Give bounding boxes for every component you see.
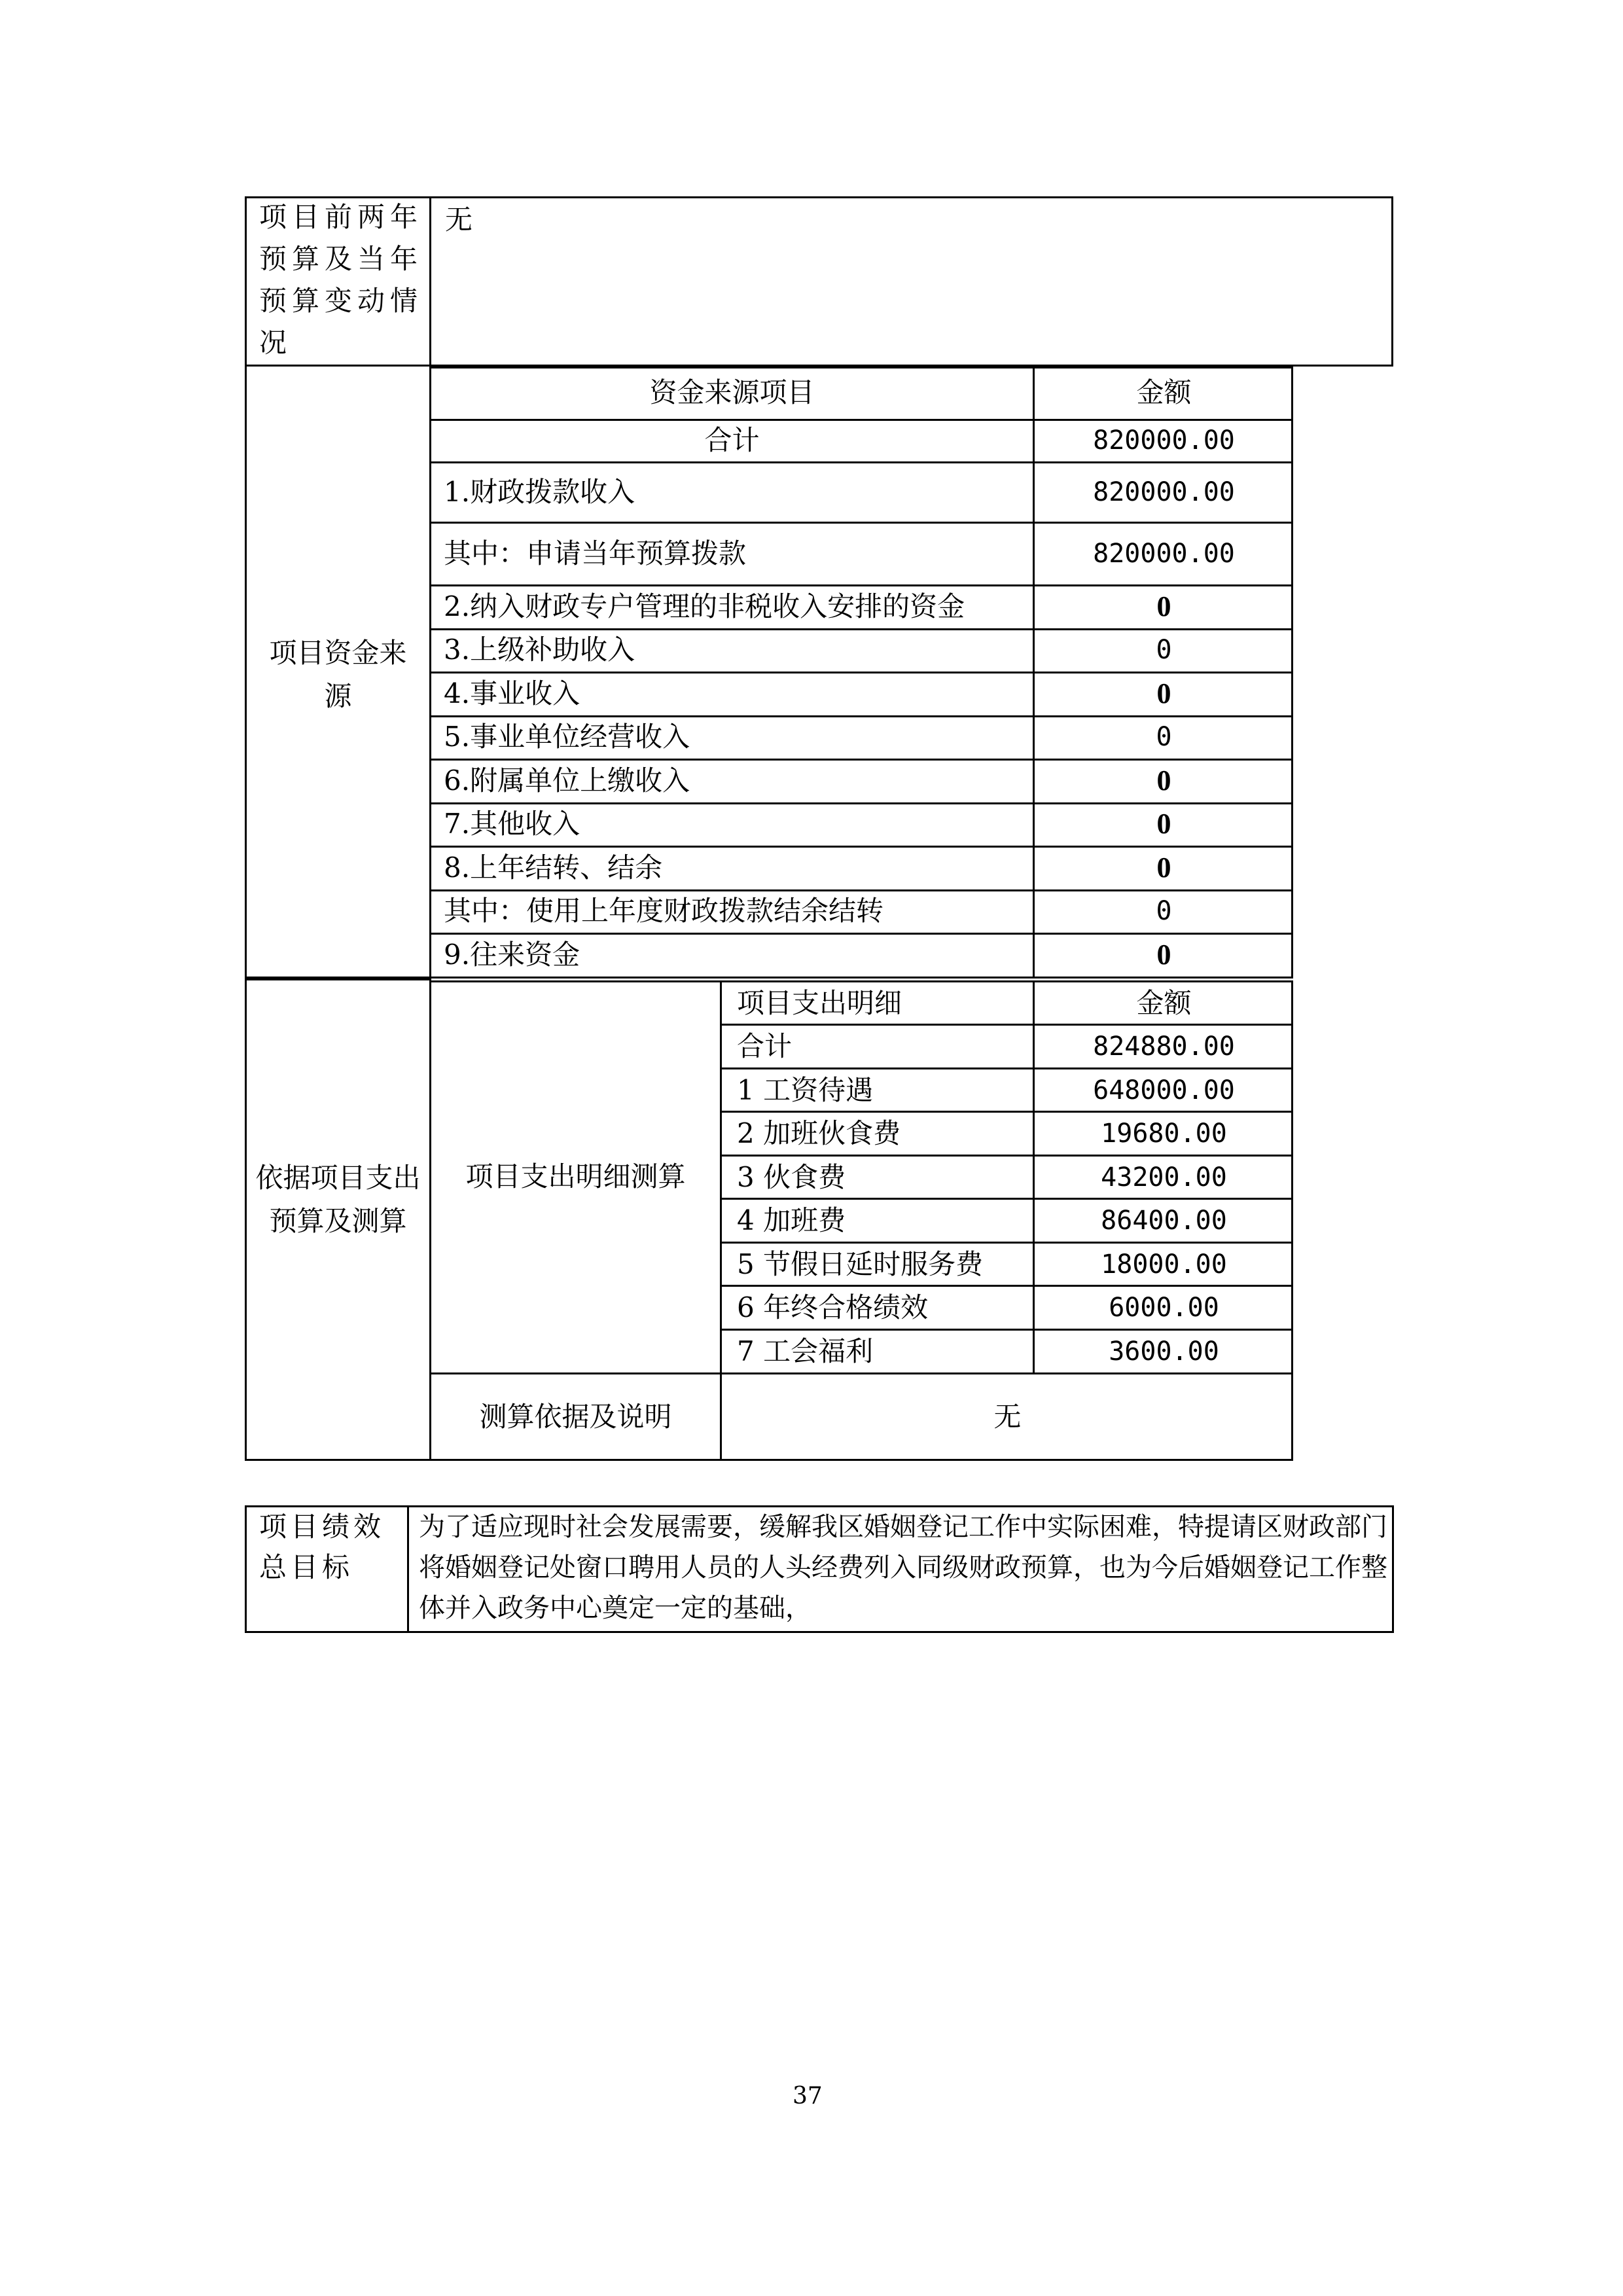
funding-row-item: 3.上级补助收入 — [444, 634, 635, 666]
funding-row-item: 7.其他收入 — [444, 808, 580, 840]
funding-row-amount: 0 — [1156, 722, 1172, 752]
basis-label: 测算依据及说明 — [479, 1401, 672, 1433]
page-number: 37 — [793, 2083, 823, 2109]
funding-row-item: 9.往来资金 — [444, 939, 580, 971]
row-line — [720, 1285, 1293, 1287]
detail-header-amount: 金额 — [1136, 987, 1192, 1019]
funding-row-amount: 0 — [1156, 939, 1171, 971]
funding-row-item: 4.事业收入 — [444, 677, 580, 709]
row-line — [720, 1067, 1293, 1069]
detail-row-amount: 19680.00 — [1101, 1119, 1227, 1149]
detail-row-amount: 824880.00 — [1093, 1031, 1235, 1062]
detail-row-item: 3 伙食费 — [737, 1161, 846, 1193]
funding-row-item: 2.纳入财政专户管理的非税收入安排的资金 — [444, 590, 965, 622]
row-line — [429, 759, 1293, 761]
funding-row-amount: 0 — [1156, 896, 1172, 926]
funding-row-item: 6.附属单位上缴收入 — [444, 764, 690, 797]
funding-row-amount: 0 — [1156, 635, 1172, 665]
detail-row-item: 1 工资待遇 — [737, 1074, 874, 1106]
detail-row-amount: 18000.00 — [1101, 1249, 1227, 1280]
row-line — [720, 1329, 1293, 1331]
expenditure-detail-label: 项目支出明细测算 — [465, 1160, 686, 1193]
row-line — [429, 461, 1293, 463]
funding-row-item: 其中：申请当年预算拨款 — [444, 537, 747, 569]
funding-row-amount: 820000.00 — [1093, 477, 1235, 507]
detail-row-item: 5 节假日延时服务费 — [737, 1248, 984, 1280]
divider — [407, 1505, 409, 1633]
prior-budget-label: 项目前两年预算及当年预算变动情况 — [259, 201, 423, 359]
funding-row-item: 其中：使用上年度财政拨款结余结转 — [444, 895, 884, 927]
detail-row-item: 7 工会福利 — [737, 1335, 874, 1367]
funding-row-amount: 0 — [1156, 852, 1171, 884]
funding-row-amount: 0 — [1156, 677, 1171, 709]
funding-source-label: 项目资金来源 — [269, 637, 407, 712]
detail-header-item: 项目支出明细 — [737, 987, 902, 1019]
funding-header-item: 资金来源项目 — [649, 376, 815, 408]
row-line — [429, 522, 1293, 524]
detail-row-item: 6 年终合格绩效 — [737, 1291, 929, 1323]
detail-row-amount: 648000.00 — [1093, 1075, 1235, 1105]
funding-row-item: 8.上年结转、结余 — [444, 852, 663, 884]
funding-row-item: 1.财政拨款收入 — [444, 476, 635, 508]
detail-row-item: 合计 — [737, 1030, 793, 1062]
funding-total-item: 合计 — [704, 424, 760, 456]
funding-row-amount: 820000.00 — [1093, 539, 1235, 569]
funding-row-amount: 0 — [1156, 590, 1171, 622]
funding-header-amount: 金额 — [1136, 376, 1192, 408]
detail-row-amount: 86400.00 — [1101, 1206, 1227, 1236]
divider — [429, 196, 431, 367]
detail-row-amount: 43200.00 — [1101, 1162, 1227, 1193]
funding-row-item: 5.事业单位经营收入 — [444, 721, 690, 753]
basis-value: 无 — [993, 1401, 1022, 1433]
row-line — [429, 846, 1293, 848]
detail-row-amount: 6000.00 — [1109, 1293, 1219, 1323]
funding-row-amount: 0 — [1156, 808, 1171, 840]
row-line — [429, 672, 1293, 673]
performance-goal-label: 项目绩效总目标 — [259, 1511, 385, 1583]
row-line — [720, 1242, 1293, 1244]
detail-row-amount: 3600.00 — [1109, 1336, 1219, 1367]
performance-goal-text: 为了适应现时社会发展需要，缓解我区婚姻登记工作中实际困难，特提请区财政部门将婚姻登记处窗口聘用人员的人头经费列入同级财政预算，也为今后婚姻登记工作整体并入政务中心奠定一定的基础， — [419, 1512, 1387, 1623]
prior-budget-value: 无 — [445, 204, 473, 236]
row-line — [429, 933, 1293, 935]
detail-row-item: 4 加班费 — [737, 1204, 846, 1236]
funding-total-amount: 820000.00 — [1093, 425, 1235, 456]
row-line — [429, 584, 1293, 586]
detail-row-item: 2 加班伙食费 — [737, 1117, 901, 1149]
row-line — [720, 1111, 1293, 1113]
row-line — [720, 1198, 1293, 1200]
funding-row-amount: 0 — [1156, 764, 1171, 797]
row-line — [720, 1024, 1293, 1026]
row-line — [720, 1155, 1293, 1157]
expenditure-basis-label: 依据项目支出预算及测算 — [255, 1162, 421, 1237]
